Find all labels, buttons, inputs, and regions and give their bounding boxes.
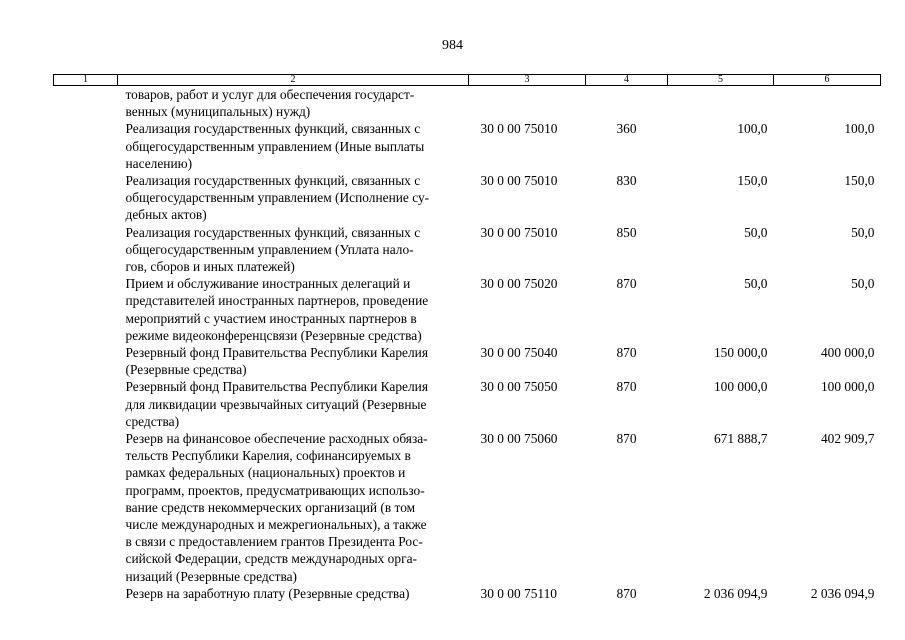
amount-year-2: 50,0 (851, 224, 875, 240)
column-header: 4 (586, 75, 668, 86)
row-spacer (54, 172, 118, 224)
row-spacer (54, 378, 118, 430)
target-article-code: 30 0 00 75020 (480, 276, 558, 292)
amount-year-2: 100 000,0 (820, 379, 875, 395)
table-row (54, 120, 881, 172)
budget-table (53, 74, 881, 602)
amount-year-1: 150,0 (737, 173, 768, 189)
expense-description: Резерв на финансовое обеспечение расходных обяза- тельств Республики Карелия, софинансируемых в рамках федеральных (национальных) проектов и программ, проектов, предусматривающих использо- вание средств некоммерческих организаций (в том числе международных и межрегиональных), а также в связи с предоставлением грантов Президента Рос- сийской Федерации, средств международных орга- низаций (Резервные средства) (125, 431, 428, 584)
row-spacer (54, 120, 118, 172)
expense-type-code (586, 86, 668, 121)
target-article-code: 30 0 00 75010 (480, 121, 558, 137)
table-row (54, 585, 881, 602)
expense-type-code: 360 (616, 121, 637, 137)
table-header (54, 75, 881, 86)
header-row (54, 75, 881, 86)
target-article-code: 30 0 00 75040 (480, 345, 558, 361)
amount-year-1: 100,0 (737, 121, 768, 137)
amount-year-2: 100,0 (844, 121, 875, 137)
amount-year-1: 50,0 (744, 276, 768, 292)
amount-year-2: 400 000,0 (820, 345, 875, 361)
column-header: 3 (469, 75, 586, 86)
amount-year-2 (774, 86, 881, 121)
table-row (54, 344, 881, 378)
page-number: 984 (442, 38, 463, 53)
amount-year-1: 671 888,7 (713, 431, 768, 447)
target-article-code (469, 86, 586, 121)
expense-description: Реализация государственных функций, связанных с общегосударственным управлением (Исполнение су- дебных актов) (125, 173, 430, 223)
target-article-code: 30 0 00 75110 (480, 585, 557, 601)
table-row (54, 430, 881, 585)
expense-description: Резервный фонд Правительства Республики Карелия для ликвидации чрезвычайных ситуаций (Резервные средства) (125, 379, 428, 429)
expense-type-code: 870 (616, 379, 637, 395)
expense-description: Прием и обслуживание иностранных делегаций и представителей иностранных партнеров, проведение мероприятий с участием иностранных партнеров в режиме видеоконференцсвязи (Резервные средства) (125, 276, 429, 343)
target-article-code: 30 0 00 75060 (480, 431, 558, 447)
expense-description: товаров, работ и услуг для обеспечения государст- венных (муниципальных) нужд) (125, 87, 415, 120)
row-spacer (54, 344, 118, 378)
column-header: 1 (54, 75, 118, 86)
table-row (54, 172, 881, 224)
expense-type-code: 850 (616, 224, 637, 240)
amount-year-1 (668, 86, 774, 121)
amount-year-1: 50,0 (744, 224, 768, 240)
row-spacer (54, 275, 118, 344)
table-row (54, 378, 881, 430)
row-spacer (54, 585, 118, 602)
amount-year-1: 100 000,0 (713, 379, 768, 395)
target-article-code: 30 0 00 75010 (480, 224, 558, 240)
amount-year-2: 2 036 094,9 (810, 585, 875, 601)
target-article-code: 30 0 00 75050 (480, 379, 558, 395)
expense-description: Реализация государственных функций, связанных с общегосударственным управлением (Уплата нало- гов, сборов и иных платежей) (125, 224, 421, 275)
row-spacer (54, 224, 118, 276)
expense-type-code: 830 (616, 173, 637, 189)
amount-year-2: 50,0 (851, 276, 875, 292)
target-article-code: 30 0 00 75010 (480, 173, 558, 189)
column-header: 2 (118, 75, 469, 86)
table-row (54, 275, 881, 344)
expense-type-code: 870 (616, 431, 637, 447)
row-spacer (54, 430, 118, 585)
column-header: 5 (668, 75, 774, 86)
row-spacer (54, 86, 118, 121)
amount-year-2: 150,0 (844, 173, 875, 189)
expense-description: Резерв на заработную плату (Резервные средства) (125, 585, 410, 601)
table-body (54, 86, 881, 603)
expense-type-code: 870 (616, 276, 637, 292)
amount-year-1: 150 000,0 (713, 345, 768, 361)
table-row (54, 86, 881, 121)
amount-year-1: 2 036 094,9 (703, 585, 768, 601)
table-row (54, 224, 881, 276)
expense-description: Реализация государственных функций, связанных с общегосударственным управлением (Иные выплаты населению) (125, 121, 425, 171)
expense-type-code: 870 (616, 345, 637, 361)
expense-description: Резервный фонд Правительства Республики Карелия (Резервные средства) (125, 345, 428, 378)
expense-type-code: 870 (616, 585, 637, 601)
column-header: 6 (774, 75, 881, 86)
amount-year-2: 402 909,7 (820, 431, 875, 447)
